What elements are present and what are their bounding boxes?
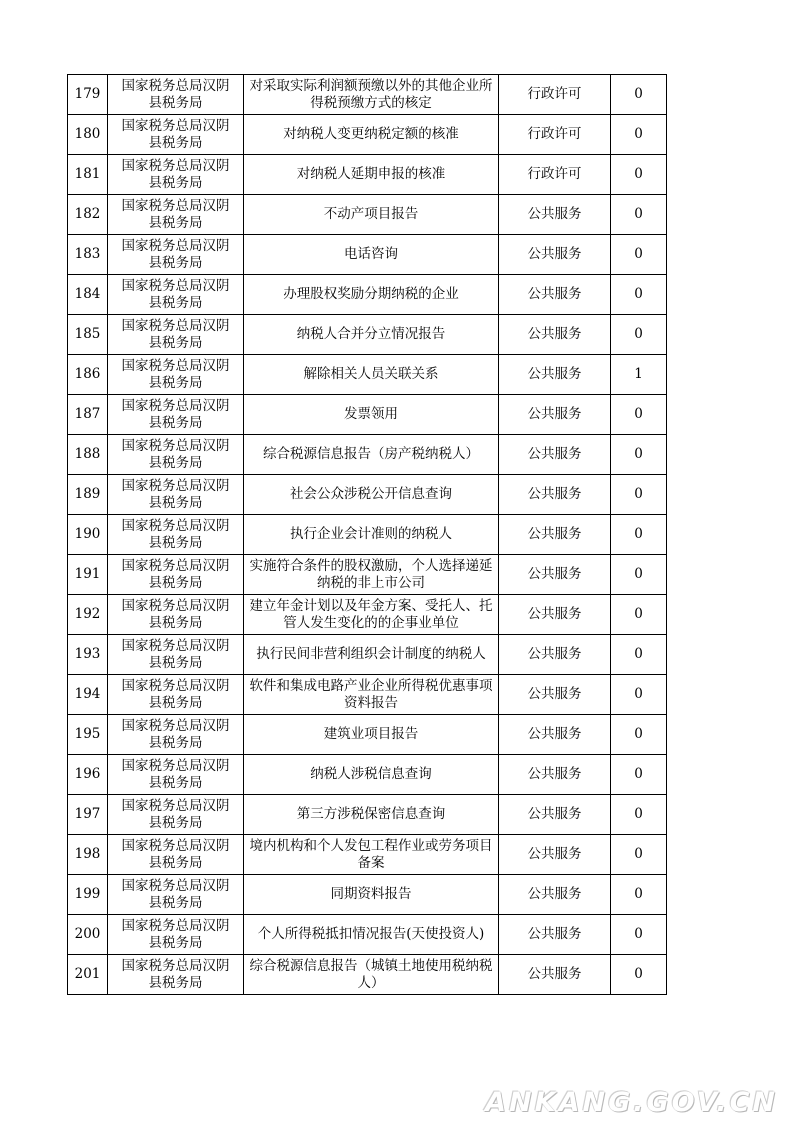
department-line: 县税务局 [148,454,203,471]
row-number: 184 [68,275,108,315]
table-row [68,915,667,955]
service-item-name: 解除相关人员关联关系 [244,355,499,395]
service-type: 公共服务 [499,515,611,555]
service-type: 公共服务 [499,795,611,835]
table-row [68,515,667,555]
department-line: 县税务局 [148,134,203,151]
department-line: 县税务局 [148,94,203,111]
service-type: 公共服务 [499,595,611,635]
service-type: 公共服务 [499,715,611,755]
department-line: 县税务局 [148,214,203,231]
department-line: 国家税务总局汉阴 [121,117,230,134]
department-line: 国家税务总局汉阴 [121,357,230,374]
department-cell [108,235,244,275]
service-item-name: 实施符合条件的股权激励，个人选择递延纳税的非上市公司 [244,555,499,595]
case-count: 0 [611,275,667,315]
service-type: 公共服务 [499,875,611,915]
department-cell [108,435,244,475]
row-number: 195 [68,715,108,755]
department-cell [108,635,244,675]
case-count: 0 [611,195,667,235]
department-cell [108,395,244,435]
department-line: 国家税务总局汉阴 [121,77,230,94]
department-cell [108,515,244,555]
table-row [68,875,667,915]
department-cell [108,275,244,315]
department-cell [108,195,244,235]
department-line: 县税务局 [148,294,203,311]
row-number: 182 [68,195,108,235]
department-line: 县税务局 [148,934,203,951]
table-row [68,155,667,195]
case-count: 0 [611,835,667,875]
service-item-name: 对采取实际利润额预缴以外的其他企业所得税预缴方式的核定 [244,75,499,115]
row-number: 186 [68,355,108,395]
department-line: 国家税务总局汉阴 [121,477,230,494]
case-count: 0 [611,875,667,915]
case-count: 0 [611,555,667,595]
row-number: 190 [68,515,108,555]
department-line: 县税务局 [148,694,203,711]
table-body [68,75,667,995]
service-type: 行政许可 [499,75,611,115]
service-item-name: 发票领用 [244,395,499,435]
department-cell [108,915,244,955]
department-line: 国家税务总局汉阴 [121,237,230,254]
service-item-name: 个人所得税抵扣情况报告(天使投资人) [244,915,499,955]
case-count: 0 [611,915,667,955]
row-number: 192 [68,595,108,635]
service-type: 公共服务 [499,675,611,715]
case-count: 0 [611,75,667,115]
department-cell [108,475,244,515]
department-line: 国家税务总局汉阴 [121,557,230,574]
case-count: 1 [611,355,667,395]
department-line: 县税务局 [148,774,203,791]
department-cell [108,875,244,915]
case-count: 0 [611,715,667,755]
table-row [68,275,667,315]
department-line: 国家税务总局汉阴 [121,957,230,974]
department-cell [108,595,244,635]
table-row [68,835,667,875]
service-type: 公共服务 [499,235,611,275]
department-line: 县税务局 [148,974,203,991]
table-row [68,235,667,275]
department-cell [108,675,244,715]
table-row [68,595,667,635]
table-row [68,715,667,755]
table-row [68,315,667,355]
case-count: 0 [611,155,667,195]
department-line: 国家税务总局汉阴 [121,597,230,614]
row-number: 189 [68,475,108,515]
case-count: 0 [611,675,667,715]
department-line: 国家税务总局汉阴 [121,197,230,214]
department-line: 国家税务总局汉阴 [121,917,230,934]
service-item-name: 办理股权奖励分期纳税的企业 [244,275,499,315]
department-line: 县税务局 [148,494,203,511]
row-number: 183 [68,235,108,275]
service-type: 公共服务 [499,835,611,875]
department-line: 县税务局 [148,614,203,631]
service-item-name: 综合税源信息报告（城镇土地使用税纳税人） [244,955,499,995]
department-line: 县税务局 [148,854,203,871]
table-row [68,115,667,155]
department-cell [108,795,244,835]
department-cell [108,755,244,795]
department-line: 国家税务总局汉阴 [121,157,230,174]
row-number: 185 [68,315,108,355]
department-line: 国家税务总局汉阴 [121,677,230,694]
case-count: 0 [611,395,667,435]
department-line: 县税务局 [148,374,203,391]
department-line: 县税务局 [148,734,203,751]
table-row [68,755,667,795]
service-item-name: 社会公众涉税公开信息查询 [244,475,499,515]
department-cell [108,835,244,875]
service-type: 公共服务 [499,755,611,795]
table-row [68,195,667,235]
case-count: 0 [611,635,667,675]
table-row [68,955,667,995]
service-item-name: 对纳税人变更纳税定额的核准 [244,115,499,155]
row-number: 191 [68,555,108,595]
service-type: 公共服务 [499,555,611,595]
table-row [68,395,667,435]
department-line: 县税务局 [148,254,203,271]
case-count: 0 [611,435,667,475]
row-number: 194 [68,675,108,715]
service-item-name: 同期资料报告 [244,875,499,915]
department-line: 国家税务总局汉阴 [121,757,230,774]
service-type: 行政许可 [499,115,611,155]
row-number: 199 [68,875,108,915]
table-row [68,435,667,475]
department-cell [108,355,244,395]
row-number: 180 [68,115,108,155]
table-row [68,555,667,595]
case-count: 0 [611,515,667,555]
service-item-name: 第三方涉税保密信息查询 [244,795,499,835]
row-number: 181 [68,155,108,195]
row-number: 200 [68,915,108,955]
department-line: 国家税务总局汉阴 [121,277,230,294]
row-number: 196 [68,755,108,795]
department-cell [108,955,244,995]
case-count: 0 [611,315,667,355]
department-line: 国家税务总局汉阴 [121,637,230,654]
department-line: 国家税务总局汉阴 [121,317,230,334]
department-cell [108,315,244,355]
table-row [68,675,667,715]
department-line: 县税务局 [148,894,203,911]
service-items-table [67,74,667,995]
service-item-name: 综合税源信息报告（房产税纳税人） [244,435,499,475]
department-line: 国家税务总局汉阴 [121,517,230,534]
service-type: 公共服务 [499,195,611,235]
department-cell [108,75,244,115]
department-line: 国家税务总局汉阴 [121,877,230,894]
service-item-name: 执行民间非营利组织会计制度的纳税人 [244,635,499,675]
department-line: 县税务局 [148,654,203,671]
department-cell [108,155,244,195]
department-line: 县税务局 [148,814,203,831]
row-number: 193 [68,635,108,675]
department-line: 国家税务总局汉阴 [121,717,230,734]
table-row [68,635,667,675]
service-type: 公共服务 [499,435,611,475]
service-item-name: 软件和集成电路产业企业所得税优惠事项资料报告 [244,675,499,715]
case-count: 0 [611,595,667,635]
service-item-name: 电话咨询 [244,235,499,275]
service-type: 公共服务 [499,475,611,515]
department-line: 县税务局 [148,534,203,551]
table-row [68,795,667,835]
department-line: 县税务局 [148,334,203,351]
case-count: 0 [611,955,667,995]
department-line: 国家税务总局汉阴 [121,837,230,854]
service-item-name: 不动产项目报告 [244,195,499,235]
row-number: 201 [68,955,108,995]
service-item-name: 建筑业项目报告 [244,715,499,755]
department-line: 国家税务总局汉阴 [121,797,230,814]
department-line: 县税务局 [148,574,203,591]
row-number: 187 [68,395,108,435]
service-type: 公共服务 [499,915,611,955]
department-line: 县税务局 [148,414,203,431]
row-number: 198 [68,835,108,875]
site-watermark: ANKANG.GOV.CN [485,1087,778,1118]
service-type: 公共服务 [499,395,611,435]
department-cell [108,115,244,155]
case-count: 0 [611,115,667,155]
row-number: 179 [68,75,108,115]
service-item-name: 纳税人合并分立情况报告 [244,315,499,355]
department-cell [108,715,244,755]
service-item-name: 对纳税人延期申报的核准 [244,155,499,195]
service-type: 公共服务 [499,315,611,355]
case-count: 0 [611,795,667,835]
service-type: 公共服务 [499,635,611,675]
table-row [68,475,667,515]
department-line: 国家税务总局汉阴 [121,397,230,414]
row-number: 188 [68,435,108,475]
service-item-name: 境内机构和个人发包工程作业或劳务项目备案 [244,835,499,875]
department-cell [108,555,244,595]
service-item-name: 纳税人涉税信息查询 [244,755,499,795]
table-row [68,355,667,395]
service-type: 行政许可 [499,155,611,195]
case-count: 0 [611,475,667,515]
row-number: 197 [68,795,108,835]
service-item-name: 执行企业会计准则的纳税人 [244,515,499,555]
service-type: 公共服务 [499,355,611,395]
table-row [68,75,667,115]
case-count: 0 [611,235,667,275]
department-line: 县税务局 [148,174,203,191]
service-type: 公共服务 [499,275,611,315]
case-count: 0 [611,755,667,795]
department-line: 国家税务总局汉阴 [121,437,230,454]
service-type: 公共服务 [499,955,611,995]
service-item-name: 建立年金计划以及年金方案、受托人、托管人发生变化的的企事业单位 [244,595,499,635]
